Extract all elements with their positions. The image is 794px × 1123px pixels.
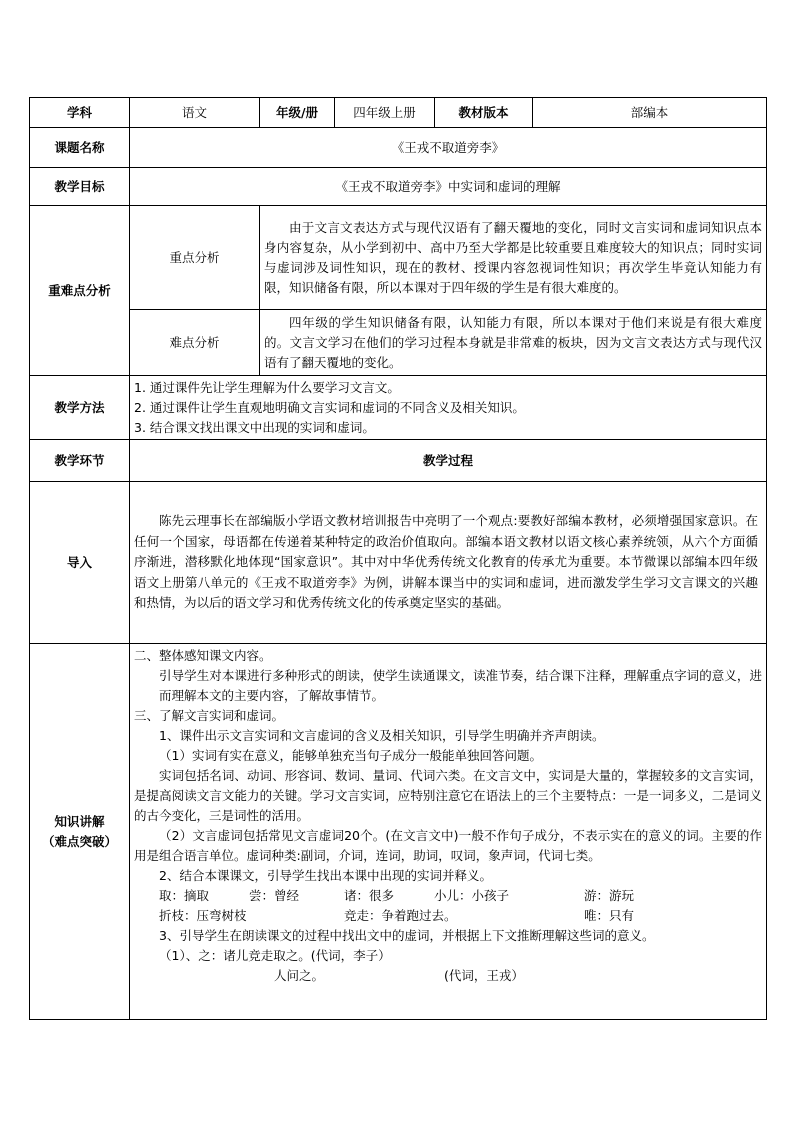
vocab-row xyxy=(134,906,762,926)
intro-text: 陈先云理事长在部编版小学语文教材培训报告中亮明了一个观点:要教好部编本教材，必须增强国家意识。在任何一个国家，母语都在传递着某种特定的政治价值取向。部编本语文教材以语文核心素养统领，从六个方面循序渐进，潜移默化地体现“国家意识”。其中对中华优秀传统文化教育的传承尤为重要。本节微课以部编本四年级语文上册第八单元的《王戎不取道旁李》为例，讲解本课当中的实词和虚词，进而激发学生学习文言课文的兴趣和热情，为以后的语文学习和优秀传统文化的传承奠定坚实的基础。 xyxy=(134,513,758,611)
method-item: 2. 通过课件让学生直观地明确文言实词和虚词的不同含义及相关知识。 xyxy=(134,399,525,415)
vocab-item: 唯：只有 xyxy=(584,908,635,923)
vocab-row xyxy=(134,886,762,906)
example-row xyxy=(134,966,762,986)
paragraph: （2）文言虚词包括常见文言虚词20个。(在文言文中)一般不作句子成分，不表示实在的意义的词。主要的作用是组合语言单位。虚词种类:副词，介词，连词，助词，叹词，象声词，代词七类。 xyxy=(134,828,762,863)
subject-label: 学科 xyxy=(30,98,130,128)
intro-row xyxy=(30,482,767,644)
goal-value: 《王戎不取道旁李》中实词和虚词的理解 xyxy=(130,168,767,206)
intro-label: 导入 xyxy=(30,482,130,644)
process-row xyxy=(30,440,767,482)
hard-point-cell xyxy=(260,310,767,376)
knowledge-cell xyxy=(130,644,767,1020)
vocab-item: 竞走：争着跑过去。 xyxy=(344,908,457,923)
paragraph: 实词包括名词、动词、形容词、数词、量词、代词六类。在文言文中，实词是大量的，掌握较多的文言实词，是提高阅读文言文能力的关键。学习文言实词，应特别注意它在语法上的三个主要特点：一是一词多义，二是词义的古今变化，三是词性的活用。 xyxy=(134,768,762,823)
knowledge-label-cell xyxy=(30,644,130,1020)
method-item: 1. 通过课件先让学生理解为什么要学习文言文。 xyxy=(134,379,400,395)
paragraph: （1）、之：诸儿竞走取之。(代词，李子） xyxy=(159,948,391,963)
hard-point-row xyxy=(30,310,767,376)
goal-label: 教学目标 xyxy=(30,168,130,206)
vocab-item: 尝：曾经 xyxy=(249,888,300,903)
vocab-item: 诸：很多 xyxy=(344,888,395,903)
method-item: 3. 结合课文找出课文中出现的实词和虚词。 xyxy=(134,419,375,435)
key-point-label: 重点分析 xyxy=(130,206,260,310)
hard-point-text: 四年级的学生知识储备有限，认知能力有限，所以本课对于他们来说是有很大难度的。文言文学习在他们的学习过程本身就是非常难的板块，因为文言文表达方式与现代汉语有了翻天覆地的变化。 xyxy=(264,314,762,370)
intro-cell xyxy=(130,482,767,644)
knowledge-row xyxy=(30,644,767,1020)
paragraph: 1、课件出示文言实词和文言虚词的含义及相关知识，引导学生明确并齐声朗读。 xyxy=(159,728,605,743)
paragraph: （1）实词有实在意义，能够单独充当句子成分一般能单独回答问题。 xyxy=(159,748,542,763)
paragraph: 2、结合本课课文，引导学生找出本课中出现的实词并释义。 xyxy=(159,868,492,883)
paragraph: 3、引导学生在朗读课文的过程中找出文中的虚词，并根据上下文推断理解这些词的意义。 xyxy=(159,928,655,943)
edition-label: 教材版本 xyxy=(435,98,533,128)
grade-value: 四年级上册 xyxy=(335,98,435,128)
section-title: 二、整体感知课文内容。 xyxy=(134,648,272,663)
key-point-text: 由于文言文表达方式与现代汉语有了翻天覆地的变化，同时文言实词和虚词知识点本身内容复杂，从小学到初中、高中乃至大学都是比较重要且难度较大的知识点；同时实词与虚词涉及词性知识，现在的教材、授课内容忽视词性知识；再次学生毕竟认知能力有限，知识储备有限，所以本课对于四年级的学生是有很大难度的。 xyxy=(264,219,762,295)
knowledge-sublabel: （难点突破） xyxy=(41,833,117,849)
key-point-row xyxy=(30,206,767,310)
paragraph xyxy=(134,666,762,706)
method-row xyxy=(30,376,767,440)
lesson-row xyxy=(30,128,767,168)
example-note: (代词，王戎） xyxy=(444,968,524,983)
header-row xyxy=(30,98,767,128)
vocab-item: 折枝：压弯树枝 xyxy=(159,908,247,923)
vocab-item: 游：游玩 xyxy=(584,888,635,903)
goal-row xyxy=(30,168,767,206)
difficulty-label: 重难点分析 xyxy=(30,206,130,376)
method-cell xyxy=(130,376,767,440)
key-point-cell xyxy=(260,206,767,310)
lesson-title: 《王戎不取道旁李》 xyxy=(130,128,767,168)
lesson-plan-table xyxy=(29,97,767,1020)
knowledge-label: 知识讲解 xyxy=(54,813,105,829)
lesson-label: 课题名称 xyxy=(30,128,130,168)
method-label: 教学方法 xyxy=(30,376,130,440)
edition-value: 部编本 xyxy=(533,98,767,128)
vocab-item: 取：摘取 xyxy=(159,888,210,903)
hard-point-label: 难点分析 xyxy=(130,310,260,376)
process-value: 教学过程 xyxy=(130,440,767,482)
process-label: 教学环节 xyxy=(30,440,130,482)
grade-label: 年级/册 xyxy=(260,98,335,128)
paragraph-text: 引导学生对本课进行多种形式的朗读，使学生读通课文，读准节奏，结合课下注释，理解重点字词的意义，进而理解本文的主要内容，了解故事情节。 xyxy=(159,668,762,703)
example-sentence: 人问之。 xyxy=(274,968,325,983)
section-title: 三、了解文言实词和虚词。 xyxy=(134,708,285,723)
subject-value: 语文 xyxy=(130,98,260,128)
vocab-item: 小儿：小孩子 xyxy=(434,888,510,903)
